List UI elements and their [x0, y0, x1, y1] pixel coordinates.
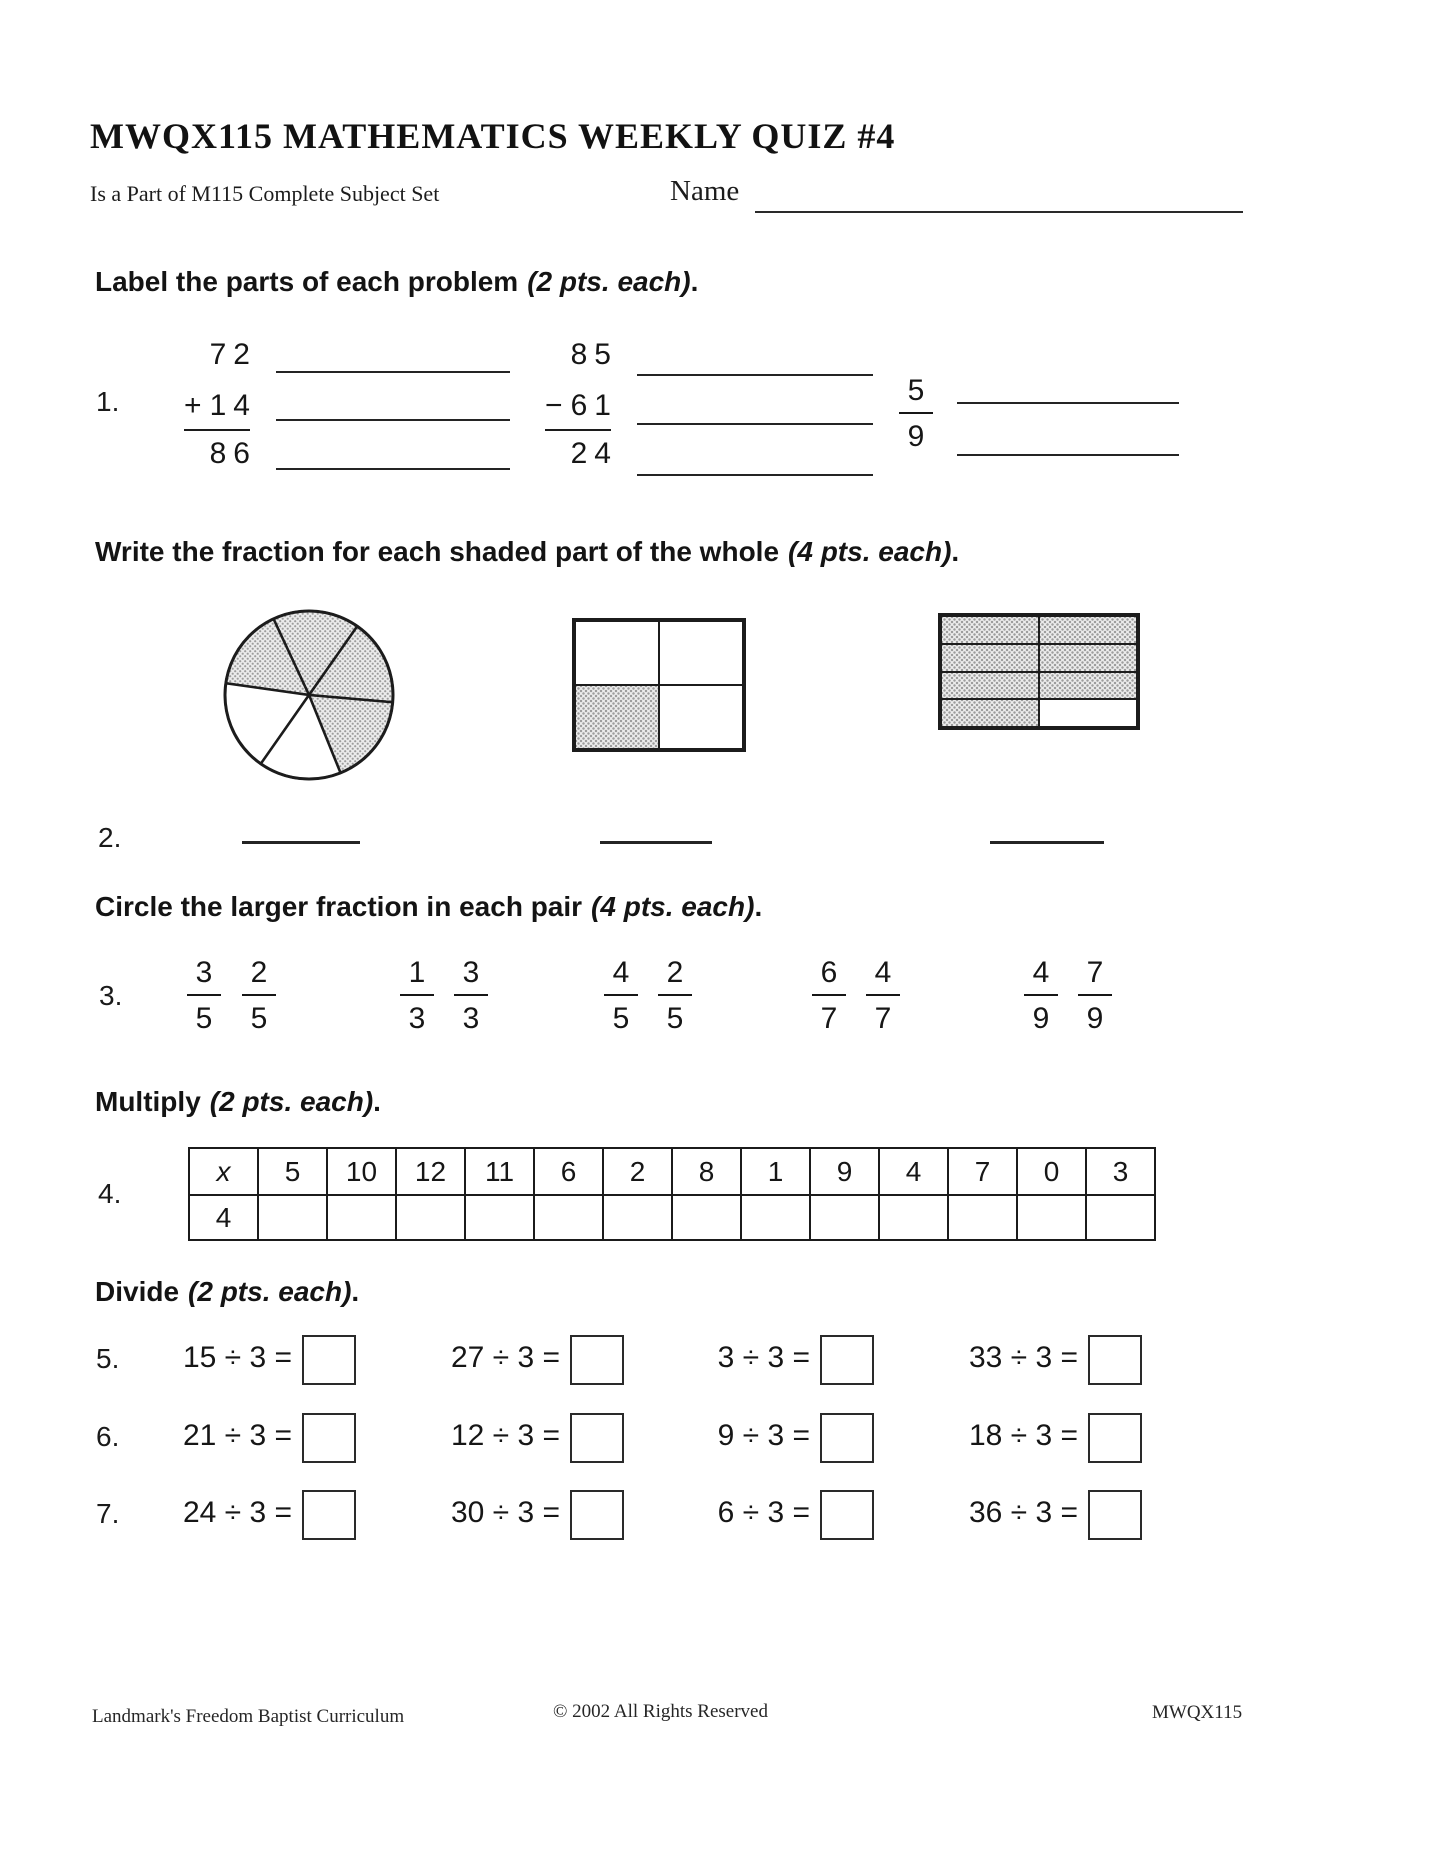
shape-answer-line[interactable] — [600, 841, 712, 844]
name-label: Name — [670, 175, 740, 207]
multiplication-header-row: x 5 10 12 11 6 2 8 1 9 4 7 0 3 — [189, 1148, 1155, 1195]
answer-cell[interactable] — [534, 1195, 603, 1240]
answer-cell[interactable] — [465, 1195, 534, 1240]
addition-problem — [184, 338, 257, 471]
addition-result: 86 — [209, 437, 257, 470]
fraction-bar — [454, 994, 488, 996]
subtraction-top-operand: 85 — [570, 338, 618, 371]
rect-cell-shaded — [941, 672, 1039, 700]
fraction-option[interactable]: 3 5 — [185, 958, 223, 1034]
addition-top-operand: 72 — [209, 338, 257, 371]
fraction-option[interactable]: 3 3 — [452, 958, 490, 1034]
fraction-option[interactable]: 6 7 — [810, 958, 848, 1034]
division-problem: 3 ÷ 3 = — [690, 1335, 874, 1385]
square-cell — [659, 685, 743, 749]
label-blank-line[interactable] — [276, 371, 510, 373]
rect-cell-shaded — [941, 644, 1039, 672]
answer-box[interactable] — [820, 1490, 874, 1540]
label-blank-line[interactable] — [276, 419, 510, 421]
question-number-5: 5. — [96, 1343, 120, 1374]
fraction-bar — [187, 994, 221, 996]
fraction-option[interactable]: 4 5 — [602, 958, 640, 1034]
answer-cell[interactable] — [948, 1195, 1017, 1240]
fraction-bar — [604, 994, 638, 996]
label-blank-line[interactable] — [637, 423, 873, 425]
square-cell — [575, 621, 659, 685]
answer-box[interactable] — [570, 1413, 624, 1463]
division-problem: 9 ÷ 3 = — [690, 1413, 874, 1463]
multiplier-cell: 4 — [189, 1195, 258, 1240]
answer-cell[interactable] — [1086, 1195, 1155, 1240]
fraction-bar — [866, 994, 900, 996]
division-problem: 30 ÷ 3 = — [440, 1490, 624, 1540]
fraction-option[interactable]: 2 5 — [656, 958, 694, 1034]
rect-cell-shaded — [1039, 644, 1137, 672]
section-heading-shaded-fraction: Write the fraction for each shaded part of the whole (4 pts. each). — [95, 536, 960, 567]
footer-code: MWQX115 — [1152, 1702, 1243, 1723]
label-blank-line[interactable] — [637, 474, 873, 476]
answer-cell[interactable] — [672, 1195, 741, 1240]
square-cell-shaded — [575, 685, 659, 749]
label-blank-line[interactable] — [957, 402, 1179, 404]
answer-box[interactable] — [302, 1335, 356, 1385]
answer-box[interactable] — [302, 1413, 356, 1463]
fraction-option[interactable]: 7 9 — [1076, 958, 1114, 1034]
fraction-denominator: 9 — [907, 420, 925, 453]
division-problem: 36 ÷ 3 = — [958, 1490, 1142, 1540]
label-blank-line[interactable] — [276, 468, 510, 470]
division-problem: 15 ÷ 3 = — [172, 1335, 356, 1385]
square-cell — [659, 621, 743, 685]
fraction-option[interactable]: 4 7 — [864, 958, 902, 1034]
answer-box[interactable] — [302, 1490, 356, 1540]
question-number-2: 2. — [98, 822, 122, 853]
fraction-bar — [899, 412, 933, 414]
fraction-bar — [1024, 994, 1058, 996]
question-number-7: 7. — [96, 1498, 120, 1529]
multiplication-answer-row — [189, 1195, 1155, 1240]
answer-box[interactable] — [820, 1335, 874, 1385]
division-problem: 18 ÷ 3 = — [958, 1413, 1142, 1463]
section-heading-label-parts: Label the parts of each problem (2 pts. each). — [95, 266, 699, 297]
answer-box[interactable] — [1088, 1335, 1142, 1385]
rect-cell-shaded — [941, 699, 1039, 727]
division-problem: 6 ÷ 3 = — [690, 1490, 874, 1540]
addition-sum-bar — [184, 429, 250, 431]
fraction-option[interactable]: 4 9 — [1022, 958, 1060, 1034]
fraction-bar — [400, 994, 434, 996]
answer-cell[interactable] — [327, 1195, 396, 1240]
rect-cell — [1039, 699, 1137, 727]
answer-cell[interactable] — [396, 1195, 465, 1240]
page-subtitle: Is a Part of M115 Complete Subject Set — [90, 181, 440, 206]
fraction-bar — [1078, 994, 1112, 996]
fraction-circle-shape — [220, 606, 398, 784]
fraction-bar — [242, 994, 276, 996]
shape-answer-line[interactable] — [990, 841, 1104, 844]
addition-bottom-operand: + 14 — [184, 389, 257, 422]
section-heading-multiply: Multiply (2 pts. each). — [95, 1086, 381, 1117]
answer-cell[interactable] — [1017, 1195, 1086, 1240]
page-title: MWQX115 MATHEMATICS WEEKLY QUIZ #4 — [90, 116, 896, 156]
times-symbol-cell: x — [189, 1148, 258, 1195]
subtraction-bottom-operand: − 61 — [545, 389, 618, 422]
question-number-4: 4. — [98, 1178, 122, 1209]
division-problem: 27 ÷ 3 = — [440, 1335, 624, 1385]
division-problem: 12 ÷ 3 = — [440, 1413, 624, 1463]
fraction-bar — [658, 994, 692, 996]
division-problem: 33 ÷ 3 = — [958, 1335, 1142, 1385]
fraction-numerator: 5 — [907, 374, 925, 407]
subtraction-problem — [545, 338, 618, 471]
answer-box[interactable] — [570, 1335, 624, 1385]
fraction-option[interactable]: 2 5 — [240, 958, 278, 1034]
question-number-1: 1. — [96, 386, 120, 417]
answer-box[interactable] — [1088, 1413, 1142, 1463]
rect-cell-shaded — [941, 616, 1039, 644]
fraction-rectangle-shape — [938, 613, 1140, 730]
question-number-6: 6. — [96, 1421, 120, 1452]
rect-cell-shaded — [1039, 672, 1137, 700]
fraction-bar — [812, 994, 846, 996]
answer-cell[interactable] — [810, 1195, 879, 1240]
question-number-3: 3. — [99, 980, 123, 1011]
section-heading-divide: Divide (2 pts. each). — [95, 1276, 360, 1307]
fraction-square-shape — [572, 618, 746, 752]
answer-box[interactable] — [1088, 1490, 1142, 1540]
rect-cell-shaded — [1039, 616, 1137, 644]
division-problem: 24 ÷ 3 = — [172, 1490, 356, 1540]
answer-box[interactable] — [820, 1413, 874, 1463]
subtraction-result: 24 — [570, 437, 618, 470]
multiplication-table — [188, 1147, 1156, 1241]
footer-copyright: © 2002 All Rights Reserved — [553, 1701, 768, 1722]
answer-cell[interactable] — [741, 1195, 810, 1240]
answer-box[interactable] — [570, 1490, 624, 1540]
answer-cell[interactable] — [879, 1195, 948, 1240]
label-blank-line[interactable] — [637, 374, 873, 376]
division-problem: 21 ÷ 3 = — [172, 1413, 356, 1463]
answer-cell[interactable] — [258, 1195, 327, 1240]
section-heading-circle-larger: Circle the larger fraction in each pair (4 pts. each). — [95, 891, 763, 922]
footer-publisher: Landmark's Freedom Baptist Curriculum — [92, 1706, 405, 1727]
answer-cell[interactable] — [603, 1195, 672, 1240]
subtraction-bar — [545, 429, 611, 431]
shape-answer-line[interactable] — [242, 841, 360, 844]
fraction-option[interactable]: 1 3 — [398, 958, 436, 1034]
name-input-line[interactable] — [755, 211, 1243, 213]
fraction-five-ninths — [897, 376, 935, 452]
label-blank-line[interactable] — [957, 454, 1179, 456]
